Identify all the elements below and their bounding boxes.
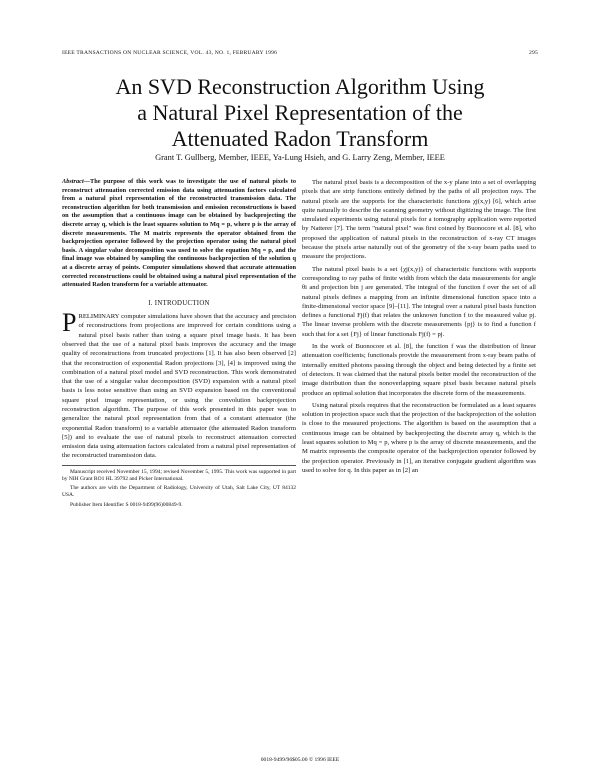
body-paragraph: The natural pixel basis is a set {χj(x,y)} of characteristic functions with supports corresponding to ray paths of finite width from which the data measurements for angle θi and projection bin j are generated. The integral of the function f over the set of all natural pixels defines a mapping from an infinite dimensional function space into a finite-dimensional vector space [9]–[11]. The integral over a natural pixel basis function defines a functional Fj(f) that relates the unknown function f to the measured value pj. The linear inverse problem with the discrete measurements {pj} is to find a function f such that for a set {Fj} of linear functionals Fj(f) = pj. [302,265,536,338]
abstract-lead: Abstract— [62,178,90,185]
title-line: Attenuated Radon Transform [171,126,429,151]
footnote-affiliation: The authors are with the Department of Radiology, University of Utah, Salt Lake City, UT 84132 USA. [62,485,296,499]
footnotes [62,465,296,509]
author-list: Grant T. Gullberg, Member, IEEE, Ya-Lung Hsieh, and G. Larry Zeng, Member, IEEE [155,153,445,162]
running-head [62,50,538,56]
abstract [62,178,296,290]
body-paragraph: The natural pixel basis is a decomposition of the x-y plane into a set of overlapping pixels that are strip functions entirely defined by the paths of all projection rays. The natural pixels are the supports for the characteristic functions χj(x,y) [6], which arise quite naturally to describe the scanning geometry without digitizing the image. The first simulated experiments using natural pixels for a tomography application were reported by Natterer [7]. The term "natural pixel" was first coined by Buonocore et al. [8], who proposed the application of natural pixels in the reconstruction of x-ray CT images because the pixels arise naturally out of the geometry of the x-ray beam paths used to measure the projections. [302,179,536,261]
intro-paragraph [62,308,296,461]
title-line: a Natural Pixel Representation of the [137,100,463,125]
right-column [302,178,536,478]
intro-text: RELIMINARY computer simulations have shown that the accuracy and precision of reconstructions from projections are improved for certain conditions using a natural pixel basis rather than using a square pixel image basis. It has been observed that the use of a natural pixel basis improves the accuracy and the image quality of reconstructions from truncated projections [1]. It has also been observed [2] that the reconstruction of exponential Radon projections [3], [4] is improved using the combination of a natural pixel model and SVD reconstruction. This work demonstrated that the use of a singular value decomposition (SVD) expansion with a natural pixel basis is less noise sensitive than using an SVD expansion based on the conventional square pixel image representation, or using the convolution backprojection reconstruction algorithm. The purpose of this work presented in this paper was to generalize the natural pixel representation from that of a constant attenuator (the exponential Radon transform) to a variable attenuator (the attenuated Radon transform [5]) and to evaluate the use of natural pixels to reconstruct attenuation corrected emission data using attenuation factors calculated from a natural pixel representation of the reconstructed transmission data. [62,313,296,460]
body-paragraph: Using natural pixels requires that the reconstruction be formulated as a least squares solution in projection space such that the projection of the backprojection of the solution is close to the measured projections. The algorithm is based on the assumption that a continuous image can be obtained by backprojecting the discrete array q, which is the least squares solution to Mq = p, where p is the array of discrete measurements, and the M matrix represents the composite operator of the backprojection operator followed by the projection operator. Previously in [1], an iterative conjugate gradient algorithm was used to solve for q. In this paper as in [2] an [302,401,536,474]
title-line: An SVD Reconstruction Algorithm Using [115,74,485,99]
abstract-text: The purpose of this work was to investigate the use of natural pixels to reconstruct attenuation corrected emission data using attenuation factors calculated from a natural pixel representation of the reconstructed transmission data. The reconstruction algorithm for both transmission and emission reconstructions is based on the assumption that a continuous image can be obtained by backprojecting the discrete array q, which is the least squares solution to Mq = p, where p is the array of discrete measurements. The M matrix represents the operator obtained from the backprojection operator followed by the projection operator using the natural pixel basis. A singular value decomposition was used to solve the equation Mq = p, and the final image was obtained by sampling the continuous backprojection of the solution q at a discrete array of points. Computer simulations showed that accurate attenuation corrected reconstructions could be obtained using a natural pixel representation of the attenuated Radon transform for a variable attenuator. [62,178,296,289]
copyright-footer: 0018-9499/96$05.00 © 1996 IEEE [260,757,340,763]
page-number: 295 [529,50,538,56]
drop-cap: P [62,308,77,338]
section-heading: I. INTRODUCTION [148,299,210,307]
footnote-identifier: Publisher Item Identifier S 0018-9499(96)00849-9. [70,501,183,508]
footnote-received: Manuscript received November 15, 1994; revised November 5, 1995. This work was supported in part by NIH Grant RO1 HL 39792 and Picker International. [62,468,296,482]
paper-title [40,74,560,152]
left-column [62,178,296,511]
journal-header: IEEE TRANSACTIONS ON NUCLEAR SCIENCE, VOL. 43, NO. 1, FEBRUARY 1996 [62,50,278,56]
body-paragraph: In the work of Buonocore et al. [8], the function f was the distribution of linear attenuation coefficients; functionals provide the measurement from x-ray beam paths of internally emitted photons passing through the object and being detected by a finite set of detectors. It was claimed that the natural pixels better model the reconstruction of the image distribution than the nonoverlapping square pixel basis because natural pixels produce an optimal solution that incorporates the discrete form of the measurements. [302,343,536,397]
